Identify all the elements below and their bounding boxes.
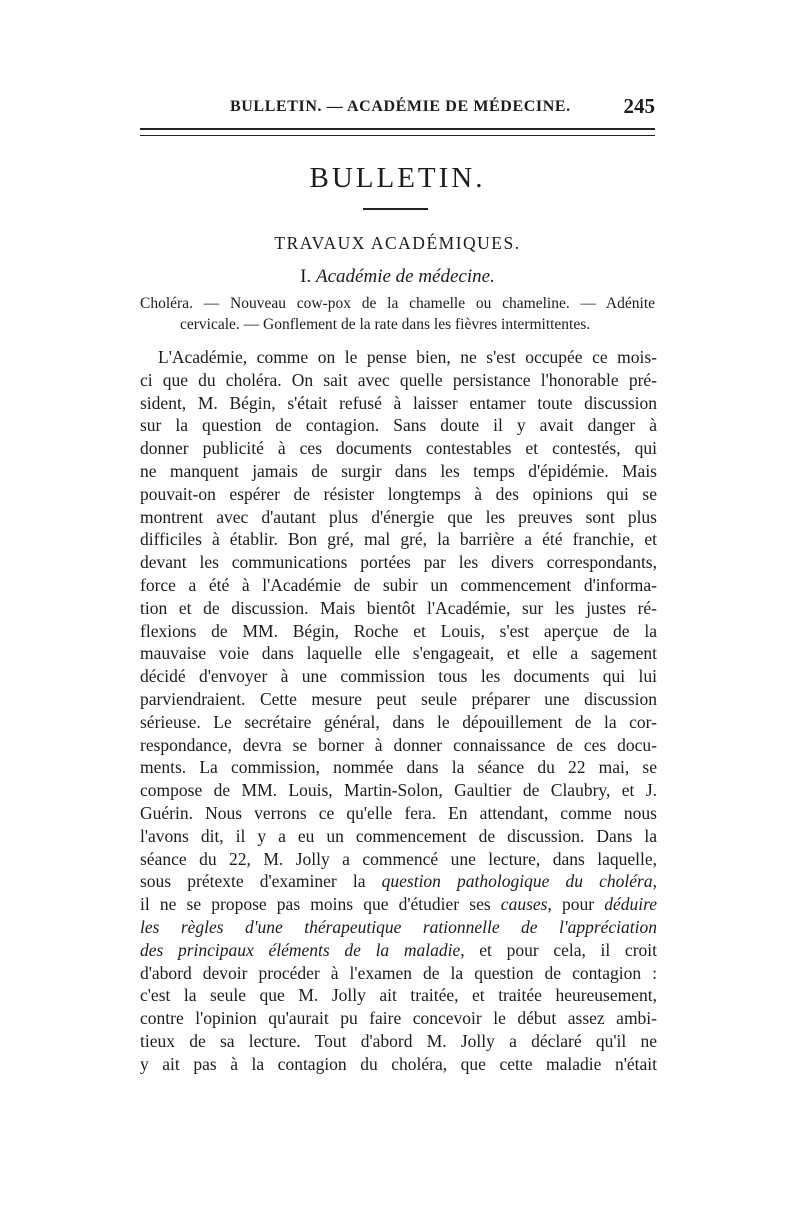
page-title: BULLETIN. [309, 162, 486, 194]
body-line: donner publicité à ces documents contestables et contestés, qui [140, 438, 657, 459]
body-text [140, 346, 657, 1076]
section-title: TRAVAUX ACADÉMIQUES. [274, 233, 521, 253]
subsection-title [140, 266, 655, 288]
running-title: BULLETIN. — ACADÉMIE DE MÉDECINE. [230, 98, 571, 115]
subsection-label: Académie de médecine. [316, 266, 495, 287]
body-line: montrent avec d'autant plus d'énergie que les preuves sont plus [140, 506, 657, 527]
header-rule [140, 128, 655, 136]
body-line: respondance, devra se borner à donner connaissance de ces docu- [140, 734, 657, 755]
body-line: sur la question de contagion. Sans doute il y avait danger à [140, 415, 657, 436]
body-line: contre l'opinion qu'aurait pu faire concevoir le début assez ambi- [140, 1008, 657, 1029]
body-line: c'est la seule que M. Jolly ait traitée, et traitée heureusement, [140, 985, 657, 1006]
body-line: l'avons dit, il y a eu un commencement de discussion. Dans la [140, 825, 657, 846]
body-line: sous prétexte d'examiner la question pathologique du choléra, [140, 871, 657, 892]
section-summary [140, 293, 655, 335]
body-line: tieux de sa lecture. Tout d'abord M. Jolly a déclaré qu'il ne [140, 1030, 657, 1051]
body-line: devant les communications portées par les divers correspondants, [140, 552, 657, 573]
body-line: des principaux éléments de la maladie, et pour cela, il croit [140, 939, 657, 960]
body-line: compose de MM. Louis, Martin-Solon, Gaultier de Claubry, et J. [140, 780, 657, 801]
body-line: ne manquent jamais de surgir dans les temps d'épidémie. Mais [140, 460, 657, 481]
body-line: d'abord devoir procéder à l'examen de la question de contagion : [140, 962, 657, 983]
body-line: parviendraient. Cette mesure peut seule préparer une discussion [140, 688, 657, 709]
body-line: séance du 22, M. Jolly a commencé une lecture, dans laquelle, [140, 848, 657, 869]
page-number: 245 [623, 94, 655, 118]
body-line: tion et de discussion. Mais bientôt l'Académie, sur les justes ré- [140, 597, 657, 618]
title-rule [363, 208, 428, 210]
body-line: y ait pas à la contagion du choléra, que cette maladie n'était [140, 1053, 657, 1074]
body-line: les règles d'une thérapeutique rationnelle de l'appréciation [140, 916, 657, 937]
body-line: sident, M. Bégin, s'était refusé à laisser entamer toute discussion [140, 392, 657, 413]
body-line: décidé d'envoyer à une commission tous les documents qui lui [140, 666, 657, 687]
body-line: difficiles à établir. Bon gré, mal gré, la barrière a été franchie, et [140, 529, 657, 550]
summary-line: cervicale. — Gonflement de la rate dans les fièvres intermittentes. [180, 316, 591, 333]
body-line: flexions de MM. Bégin, Roche et Louis, s'est aperçue de la [140, 620, 657, 641]
body-line: ci que du choléra. On sait avec quelle persistance l'honorable pré- [140, 369, 657, 390]
body-line: il ne se propose pas moins que d'étudier ses causes, pour déduire [140, 894, 657, 915]
subsection-number: I. [300, 266, 312, 287]
body-line: pouvait-on espérer de résister longtemps à des opinions qui se [140, 483, 657, 504]
body-line: Guérin. Nous verrons ce qu'elle fera. En attendant, comme nous [140, 802, 657, 823]
body-line: L'Académie, comme on le pense bien, ne s'est occupée ce mois- [158, 347, 657, 367]
body-line: force a été à l'Académie de subir un commencement d'informa- [140, 574, 657, 595]
body-line: sérieuse. Le secrétaire général, dans le dépouillement de la cor- [140, 711, 657, 732]
body-line: ments. La commission, nommée dans la séance du 22 mai, se [140, 757, 657, 778]
summary-line: Choléra. — Nouveau cow-pox de la chamelle ou chameline. — Adénite [140, 295, 655, 312]
body-line: mauvaise voie dans laquelle elle s'engageait, et elle a sagement [140, 643, 657, 664]
running-head [140, 96, 655, 120]
